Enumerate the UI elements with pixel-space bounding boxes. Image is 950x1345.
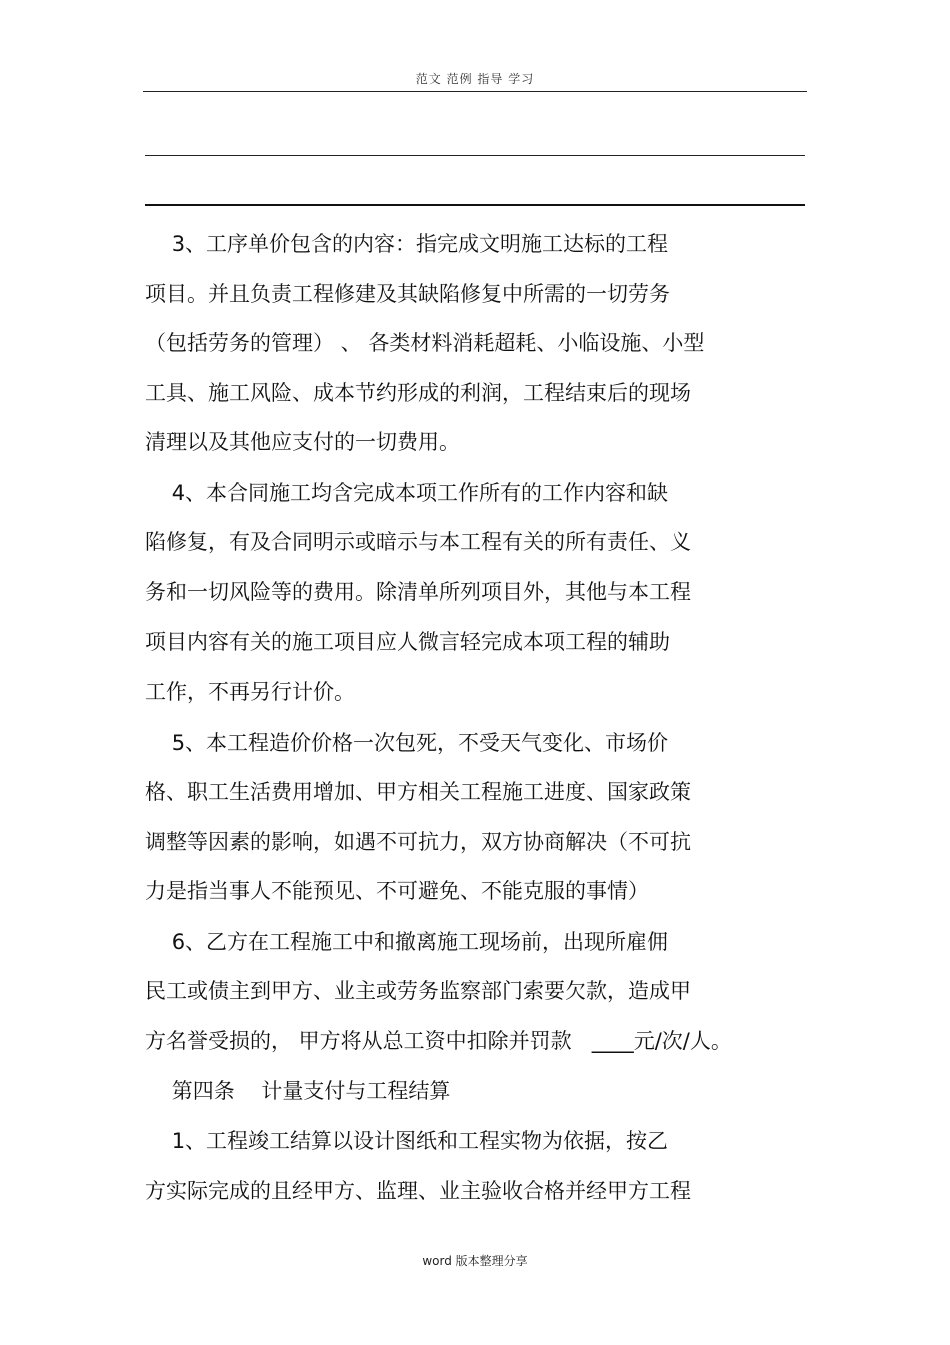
body-text-line: 工具、施工风险、成本节约形成的利润，工程结束后的现场	[145, 381, 691, 405]
body-text-line: 务和一切风险等的费用。除清单所列项目外，其他与本工程	[145, 580, 691, 604]
body-text-line: 3、工序单价包含的内容：指完成文明施工达标的工程	[145, 232, 669, 256]
body-text-line: 陷修复，有及合同明示或暗示与本工程有关的所有责任、义	[145, 530, 691, 554]
section-heading: 第四条 计量支付与工程结算	[145, 1079, 451, 1103]
blank-fill-line	[145, 204, 805, 206]
body-text-line: 6、乙方在工程施工中和撤离施工现场前，出现所雇佣	[145, 930, 669, 954]
blank-fill-line	[145, 155, 805, 156]
page-header: 范文 范例 指导 学习	[415, 72, 535, 86]
body-text-line: 5、本工程造价价格一次包死，不受天气变化、市场价	[145, 731, 669, 755]
body-text-line: 项目。并且负责工程修建及其缺陷修复中所需的一切劳务	[145, 282, 670, 306]
body-text-line: 项目内容有关的施工项目应人微言轻完成本项工程的辅助	[145, 630, 670, 654]
body-text-line: 工作，不再另行计价。	[145, 680, 355, 704]
body-text-line: （包括劳务的管理） 、 各类材料消耗超耗、小临设施、小型	[145, 331, 705, 355]
body-text-line: 方实际完成的且经甲方、监理、业主验收合格并经甲方工程	[145, 1179, 691, 1203]
body-text-line: 力是指当事人不能预见、不可避免、不能克服的事情）	[145, 879, 649, 903]
body-text-line: 清理以及其他应支付的一切费用。	[145, 430, 460, 454]
body-text-line: 民工或债主到甲方、业主或劳务监察部门索要欠款，造成甲	[145, 979, 691, 1003]
body-text-line: 4、本合同施工均含完成本项工作所有的工作内容和缺	[145, 481, 669, 505]
page-footer: word 版本整理分享	[422, 1254, 528, 1268]
body-text-line: 调整等因素的影响，如遇不可抗力，双方协商解决（不可抗	[145, 830, 691, 854]
body-text-line: 格、职工生活费用增加、甲方相关工程施工进度、国家政策	[145, 780, 691, 804]
header-rule	[143, 91, 807, 92]
body-text-line: 1、工程竣工结算以设计图纸和工程实物为依据，按乙	[145, 1129, 669, 1153]
body-text-line: 方名誉受损的， 甲方将从总工资中扣除并罚款 ____元/次/人。	[145, 1029, 732, 1053]
